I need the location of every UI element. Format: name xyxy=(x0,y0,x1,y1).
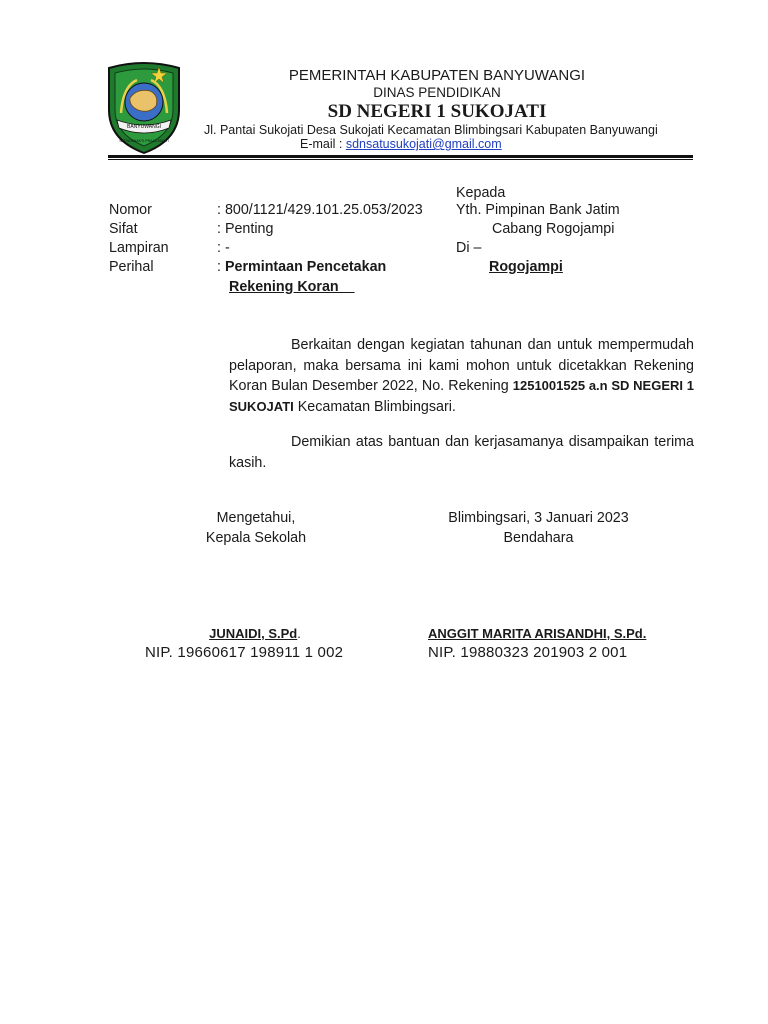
sign-left-name: JUNAIDI, S.Pd xyxy=(209,626,298,641)
lampiran-value: : - xyxy=(217,240,230,256)
sign-left-nip: NIP. 19660617 198911 1 002 xyxy=(145,644,344,661)
sign-right-title: Bendahara xyxy=(503,530,574,546)
sign-left-title: Kepala Sekolah xyxy=(205,530,307,546)
lampiran-label: Lampiran xyxy=(109,240,169,256)
email-label: E-mail : xyxy=(300,137,346,151)
recipient-di: Di – xyxy=(456,240,482,256)
paragraph-1-tail: Kecamatan Blimbingsari. xyxy=(293,398,456,415)
recipient-cabang: Cabang Rogojampi xyxy=(492,221,615,237)
body-paragraph-2: Demikian atas bantuan dan kerjasamanya disampaikan terima kasih. xyxy=(229,434,694,471)
letterhead-address: Jl. Pantai Sukojati Desa Sukojati Kecamatan Blimbingsari Kabupaten Banyuwangi xyxy=(204,123,658,137)
perihal-line1: Permintaan Pencetakan xyxy=(224,259,387,275)
perihal-line2: Rekening Koran xyxy=(229,279,355,295)
letterhead-divider-thin xyxy=(108,159,693,160)
recipient-city: Rogojampi xyxy=(489,259,563,275)
letterhead-school-name: SD NEGERI 1 SUKOJATI xyxy=(327,101,547,122)
sign-left-name-line xyxy=(150,626,360,641)
sign-left-name-dot: . xyxy=(297,626,301,641)
perihal-colon: : xyxy=(217,259,225,275)
nomor-value: : 800/1121/429.101.25.053/2023 xyxy=(217,202,423,218)
perihal-value xyxy=(217,259,386,275)
sign-right-name: ANGGIT MARITA ARISANDHI, S.Pd. xyxy=(428,626,647,641)
logo-ribbon-text: BANYUWANGI xyxy=(127,124,161,130)
account-reference: 1251001525 a.n SD NEGERI 1 SUKOJATI xyxy=(229,378,694,414)
email-link[interactable]: sdnsatusukojati@gmail.com xyxy=(345,137,502,151)
body-paragraph-1 xyxy=(229,335,694,417)
letterhead-email-line xyxy=(300,137,502,151)
sign-right-place-date: Blimbingsari, 3 Januari 2023 xyxy=(448,510,629,526)
paragraph-1-text: Berkaitan dengan kegiatan tahunan dan untuk mempermudah pelaporan, maka bersama ini kami mohon untuk dicetakkan Rekening Koran Bulan Desember 2022, No. Rekening xyxy=(229,337,694,394)
logo-motto-text: SATYA BHAKTI PRAJA MUKTI xyxy=(119,139,169,143)
letterhead-divider-thick xyxy=(108,155,693,158)
letterhead-department: DINAS PENDIDIKAN xyxy=(373,85,501,100)
recipient-yth: Yth. Pimpinan Bank Jatim xyxy=(456,202,620,218)
sign-right-nip: NIP. 19880323 201903 2 001 xyxy=(428,644,628,661)
perihal-label: Perihal xyxy=(109,259,154,275)
sifat-value: : Penting xyxy=(217,221,274,237)
recipient-kepada: Kepada xyxy=(456,185,506,201)
sign-left-mengetahui: Mengetahui, xyxy=(216,510,296,526)
sifat-label: Sifat xyxy=(109,221,138,237)
nomor-label: Nomor xyxy=(109,202,152,218)
banyuwangi-regency-logo xyxy=(103,58,185,154)
letterhead-government: PEMERINTAH KABUPATEN BANYUWANGI xyxy=(288,67,586,84)
